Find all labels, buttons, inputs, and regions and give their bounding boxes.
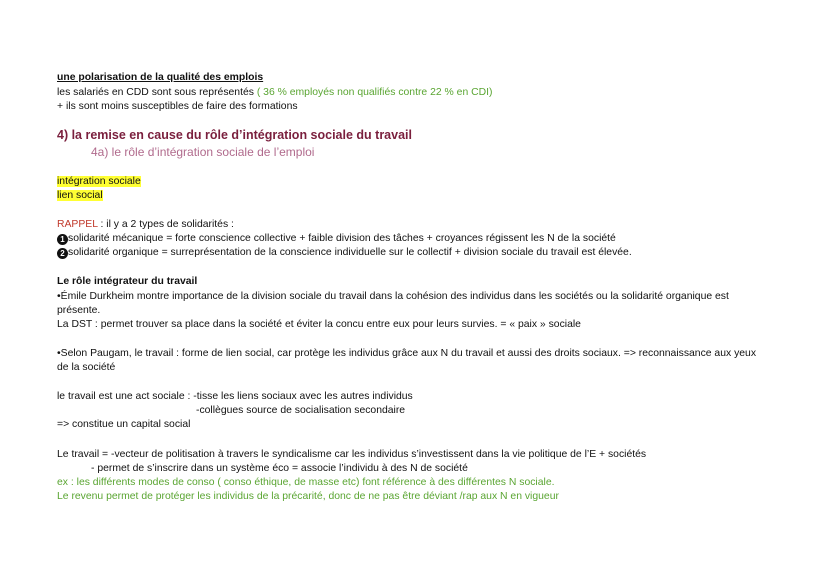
revenu-precarite: Le revenu permet de protéger les individus de la précarité, donc de ne pas être déviant /rap aux N en vigueur [57,491,559,502]
solidarity-mecanique [57,232,616,246]
solidarity-mecanique-text: solidarité mécanique = forte conscience collective + faible division des tâches + croyances régissent les N de la société [68,233,616,244]
text-cdd: les salariés en CDD sont sous représentés [57,87,257,98]
durkheim-line-2: présente. [57,305,101,316]
dst-line: La DST : permet trouver sa place dans la société et éviter la concu entre eux pour leurs survies. = « paix » sociale [57,319,581,330]
section-title-role-integrateur: Le rôle intégrateur du travail [57,276,198,287]
rappel-label: RAPPEL [57,219,98,230]
vecteur-politisation: Le travail = -vecteur de politisation à travers le syndicalisme car les individus s’investissent dans la vie politique de l’E + sociétés [57,449,647,460]
travail-collegues: -collègues source de socialisation secondaire [196,405,406,416]
text-line [57,86,492,100]
text-formations: + ils sont moins susceptibles de faire des formations [57,101,298,112]
travail-act-sociale: le travail est une act sociale : -tisse les liens sociaux avec les autres individus [57,391,413,402]
heading-4: 4) la remise en cause du rôle d’intégration sociale du travail [57,128,412,142]
highlight-integration-sociale: intégration sociale [57,176,141,187]
text-cdd-stats: ( 36 % employés non qualifiés contre 22 % en CDI) [256,87,493,98]
highlight-line [57,175,141,189]
example-conso: ex : les différents modes de conso ( conso éthique, de masse etc) font référence à des différentes N sociale. [57,477,555,488]
number-one-icon: 1 [57,234,68,245]
solidarity-organique-text: solidarité organique = surreprésentation de la conscience individuelle sur le collectif + division sociale du travail est élevée. [68,247,632,258]
travail-capital-social: => constitue un capital social [57,419,191,430]
section-title-polarisation: une polarisation de la qualité des emplois [57,72,264,83]
number-two-icon: 2 [57,248,68,259]
highlight-line [57,189,103,203]
rappel-line [57,218,234,232]
rappel-text: : il y a 2 types de solidarités : [97,219,234,230]
systeme-eco: - permet de s’inscrire dans un système éco = associe l’individu à des N de société [91,463,468,474]
solidarity-organique [57,246,632,260]
paugam-line-1: •Selon Paugam, le travail : forme de lien social, car protège les individus grâce aux N du travail et aussi des droits sociaux. => reconnaissance aux yeux [57,348,757,359]
highlight-lien-social: lien social [57,190,103,201]
subheading-4a: 4a) le rôle d’intégration sociale de l’emploi [91,145,315,159]
durkheim-line-1: •Émile Durkheim montre importance de la division sociale du travail dans la cohésion des individus dans les sociétés ou la solidarité organique est [57,291,729,302]
paugam-line-2: de la société [57,362,116,373]
